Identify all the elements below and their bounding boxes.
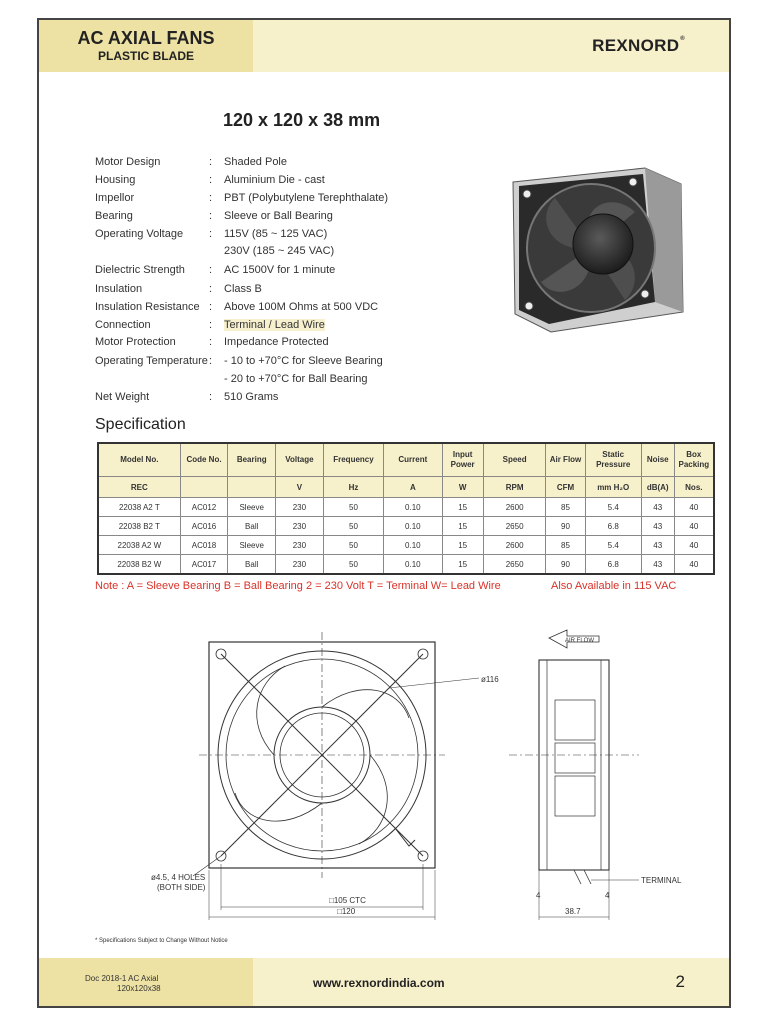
table-cell: 85 [546, 536, 585, 555]
spec-label: Operating Temperature [95, 355, 208, 367]
col-header: Model No. [98, 443, 180, 477]
brand-name: REXNORD [592, 36, 680, 55]
spec-value: Sleeve or Ball Bearing [224, 210, 333, 222]
spec-value: - 20 to +70°C for Ball Bearing [224, 373, 368, 385]
table-cell: AC012 [180, 498, 228, 517]
spec-value: PBT (Polybutylene Terephthalate) [224, 192, 389, 204]
table-cell: 40 [674, 498, 714, 517]
table-row [98, 536, 714, 555]
table-cell: 2650 [483, 517, 546, 536]
spec-value: - 10 to +70°C for Sleeve Bearing [224, 355, 383, 367]
holes-label: ø4.5, 4 HOLES [151, 873, 206, 882]
table-cell: Sleeve [228, 498, 276, 517]
table-cell: 50 [323, 536, 383, 555]
unit-cell: mm H₂O [585, 477, 641, 498]
table-cell: 0.10 [384, 536, 442, 555]
col-header: Box Packing [674, 443, 714, 477]
col-header: Voltage [276, 443, 324, 477]
footer-doc-block [39, 958, 253, 1006]
unit-cell: A [384, 477, 442, 498]
spec-label: Operating Voltage [95, 228, 184, 240]
availability-note: Also Available in 115 VAC [551, 580, 677, 592]
table-cell: Ball [228, 555, 276, 575]
spec-label: Connection [95, 319, 151, 331]
unit-cell [180, 477, 228, 498]
table-row [98, 498, 714, 517]
col-header: Bearing [228, 443, 276, 477]
dimension-drawing [99, 608, 682, 918]
flange-label-left: 4 [536, 891, 541, 900]
dia-label: ø116 [481, 675, 499, 684]
spec-label: Motor Design [95, 156, 161, 168]
table-cell: 2650 [483, 555, 546, 575]
table-cell: 85 [546, 498, 585, 517]
spec-value: Impedance Protected [224, 336, 329, 348]
footer [39, 958, 729, 1006]
col-header: Static Pressure [585, 443, 641, 477]
product-subtitle: PLASTIC BLADE [98, 49, 194, 63]
table-cell: 15 [442, 536, 483, 555]
table-cell: 0.10 [384, 555, 442, 575]
table-cell: 230 [276, 498, 324, 517]
table-cell: 2600 [483, 498, 546, 517]
col-header: Current [384, 443, 442, 477]
table-cell: 50 [323, 517, 383, 536]
fan-photo [505, 162, 689, 340]
specification-heading: Specification [95, 416, 186, 433]
table-cell: 22038 B2 T [98, 517, 180, 536]
spec-value: Class B [224, 283, 262, 295]
table-cell: 22038 A2 T [98, 498, 180, 517]
unit-cell: Hz [323, 477, 383, 498]
unit-cell: dB(A) [641, 477, 674, 498]
table-units-row [98, 477, 714, 498]
col-header: Air Flow [546, 443, 585, 477]
ctc-label: □105 CTC [329, 896, 366, 905]
spec-value: Above 100M Ohms at 500 VDC [224, 301, 379, 313]
size-title: 120 x 120 x 38 mm [223, 110, 381, 130]
table-cell: Ball [228, 517, 276, 536]
table-cell: 2600 [483, 536, 546, 555]
spec-value: AC 1500V for 1 minute [224, 264, 336, 276]
col-header: Speed [483, 443, 546, 477]
spec-label: Housing [95, 174, 136, 186]
table-cell: 43 [641, 555, 674, 575]
table-header-row [98, 443, 714, 477]
unit-cell: REC [98, 477, 180, 498]
table-cell: 50 [323, 498, 383, 517]
flange-label-right: 4 [605, 891, 610, 900]
doc-size: 120x120x38 [117, 984, 161, 993]
spec-value: Shaded Pole [224, 156, 287, 168]
spec-label: Dielectric Strength [95, 264, 185, 276]
spec-label: Insulation Resistance [95, 301, 200, 313]
website-link[interactable]: www.rexnordindia.com [313, 976, 445, 990]
table-cell: 5.4 [585, 536, 641, 555]
spec-value: 115V (85 ~ 125 VAC) [224, 228, 328, 240]
table-cell: 0.10 [384, 498, 442, 517]
table-cell: 22038 B2 W [98, 555, 180, 575]
doc-number: Doc 2018-1 AC Axial [85, 974, 159, 983]
table-cell: Sleeve [228, 536, 276, 555]
table-cell: 43 [641, 498, 674, 517]
spec-label: Insulation [95, 283, 143, 295]
disclaimer: * Specifications Subject to Change Without Notice [95, 938, 228, 944]
table-cell: 43 [641, 536, 674, 555]
unit-cell: Nos. [674, 477, 714, 498]
spec-label: Impellor [95, 192, 135, 204]
page-frame: AC AXIAL FANS PLASTIC BLADE REXNORD® 120 x 120 x 38 mm Motor Design : Shaded Pole Housing : Aluminium Die - cast Impellor : PBT (Polybutylene Terephthalate) Bearing : Sleeve or Ball Bearing Operating Voltage : 115V (85 ~ 125 VAC) 230V (185 ~ 245 VAC) Dielectric Strength : AC 1500V for 1 minute Insulation : Class B Insulation Resistance : Above 100M Ohms at 500 VDC Connection : Terminal / Lead Wire Motor Protection : Impedance Protected Operating Temperature : - 10 to +70°C for Sleeve Bearing - 20 to +70°C for Ball Bearing Net Weight : 510 Grams Specification Model No. Code No. Bearing Voltage Frequency Current Input Power Speed Air Flow Static Pressure Noise Box Packing REC V Hz A W RPM CFM mm H₂O dB(A) Nos. 22038 A2 T AC012 Sleeve 230 50 0.10 15 2600 85 5.4 43 40 22038 B2 T AC016 Ball 230 50 0.10 15 2650 90 6.8 43 40 22038 A2 W AC018 Sleeve 230 50 0.10 15 2600 85 5.4 43 40 22038 B2 W AC017 Ball 230 50 0.10 15 2650 90 6.8 43 40 Note : A = Sleeve Bearing B = Ball Bearing 2 = 230 Volt T = Terminal W= Lead Wire Also Available in 115 VAC ø116 ø4.5, 4 HOLES (BOTH SIDE) □105 CTC □120 AIR FLOW TERMINAL 38.7 4 4 * Specifications Subject to Change Without Notice Doc 2018-1 AC Axial 120x120x38 www.rexnordindia.com 2 [37, 18, 731, 1008]
table-cell: 230 [276, 517, 324, 536]
col-header: Code No. [180, 443, 228, 477]
table-cell: 6.8 [585, 517, 641, 536]
brand-logo [592, 36, 685, 56]
table-cell: 50 [323, 555, 383, 575]
product-title: AC AXIAL FANS [77, 28, 215, 48]
table-cell: 43 [641, 517, 674, 536]
table-cell: 230 [276, 536, 324, 555]
specification-table [97, 442, 715, 575]
table-cell: 22038 A2 W [98, 536, 180, 555]
table-cell: 230 [276, 555, 324, 575]
table-cell: 15 [442, 555, 483, 575]
fan-side-outline [539, 660, 609, 870]
col-header: Noise [641, 443, 674, 477]
page-number: 2 [675, 972, 685, 991]
depth-label: 38.7 [565, 907, 581, 916]
spec-label: Bearing [95, 210, 133, 222]
table-cell: AC018 [180, 536, 228, 555]
table-cell: 40 [674, 555, 714, 575]
table-cell: AC017 [180, 555, 228, 575]
spec-value: 230V (185 ~ 245 VAC) [224, 245, 335, 257]
table-cell: 0.10 [384, 517, 442, 536]
table-cell: 90 [546, 517, 585, 536]
header [39, 20, 729, 72]
col-header: Input Power [442, 443, 483, 477]
header-title-block [39, 20, 253, 72]
table-cell: 6.8 [585, 555, 641, 575]
table-row [98, 555, 714, 575]
unit-cell [228, 477, 276, 498]
unit-cell: V [276, 477, 324, 498]
table-cell: 40 [674, 536, 714, 555]
table-cell: AC016 [180, 517, 228, 536]
unit-cell: CFM [546, 477, 585, 498]
holes-label-2: (BOTH SIDE) [157, 883, 206, 892]
brand-mark: ® [680, 36, 685, 42]
size-label: □120 [337, 907, 356, 916]
spec-value: Terminal / Lead Wire [224, 319, 325, 331]
unit-cell: W [442, 477, 483, 498]
unit-cell: RPM [483, 477, 546, 498]
table-cell: 5.4 [585, 498, 641, 517]
spec-label: Net Weight [95, 391, 150, 403]
table-cell: 15 [442, 517, 483, 536]
table-cell: 15 [442, 498, 483, 517]
spec-label: Motor Protection [95, 336, 176, 348]
model-code-note: Note : A = Sleeve Bearing B = Ball Bearing 2 = 230 Volt T = Terminal W= Lead Wire [95, 580, 501, 592]
spec-value: 510 Grams [224, 391, 279, 403]
airflow-label: AIR FLOW [565, 638, 595, 644]
terminal-label: TERMINAL [641, 876, 682, 885]
table-cell: 90 [546, 555, 585, 575]
spec-value: Aluminium Die - cast [224, 174, 325, 186]
table-cell: 40 [674, 517, 714, 536]
table-row [98, 517, 714, 536]
col-header: Frequency [323, 443, 383, 477]
